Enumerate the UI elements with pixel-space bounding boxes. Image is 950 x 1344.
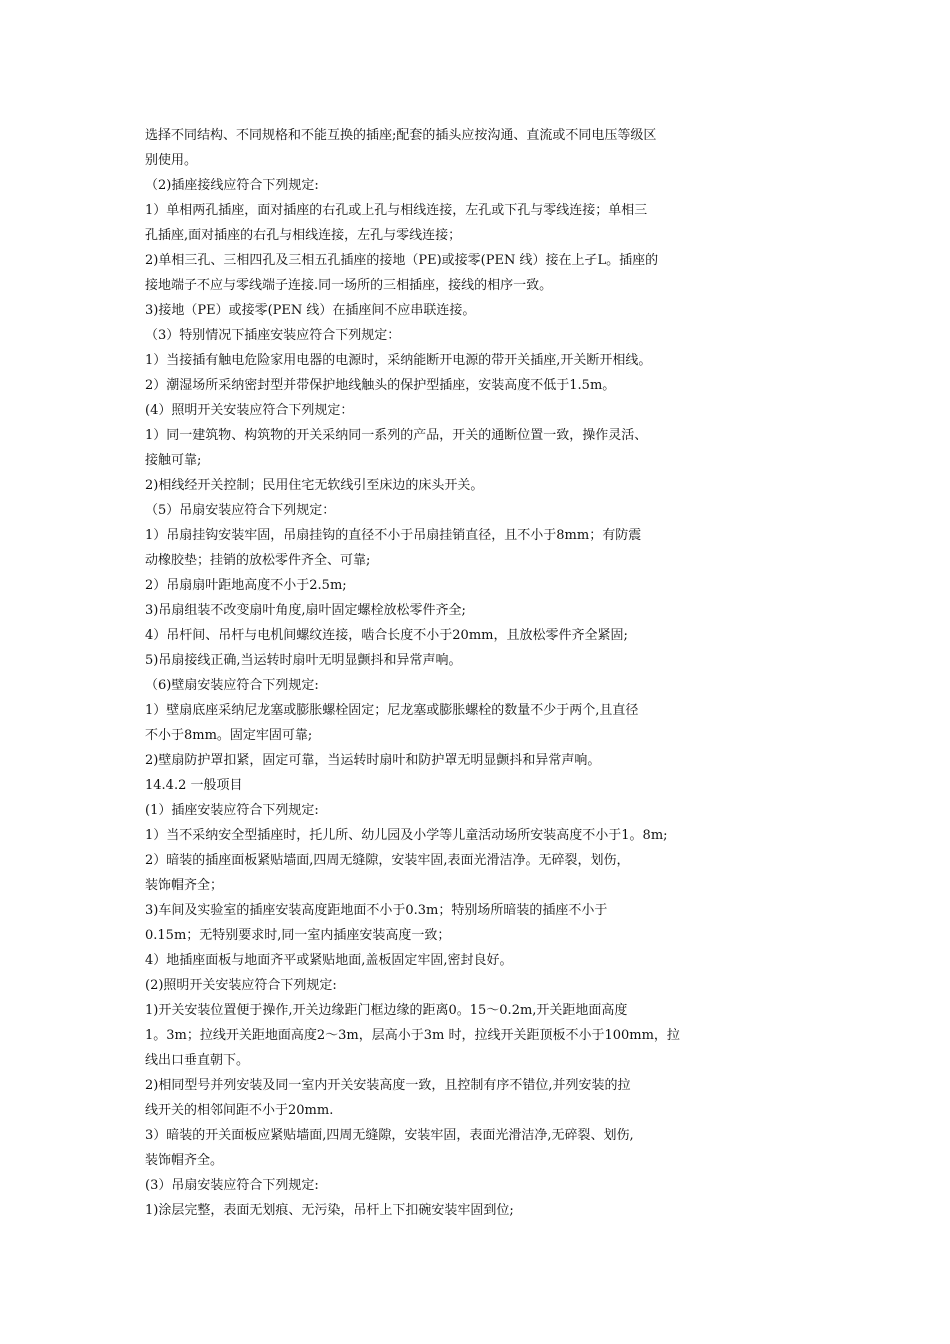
text-line: （2)插座接线应符合下列规定: — [145, 178, 319, 193]
text-line: 2）暗装的插座面板紧贴墙面,四周无缝隙，安装牢固,表面光滑洁净。无碎裂，划伤， — [145, 853, 630, 868]
text-line: 5)吊扇接线正确,当运转时扇叶无明显颤抖和异常声响。 — [145, 653, 462, 668]
text-line: 1)涂层完整，表面无划痕、无污染，吊杆上下扣碗安装牢固到位; — [145, 1203, 514, 1218]
text-line: 动橡胶垫；挂销的放松零件齐全、可靠; — [145, 553, 371, 568]
text-line: 1)开关安装位置便于操作,开关边缘距门框边缘的距离0。15～0.2m,开关距地面高度 — [145, 1003, 628, 1018]
text-line: （6)壁扇安装应符合下列规定: — [145, 678, 319, 693]
text-line: 3）暗装的开关面板应紧贴墙面,四周无缝隙，安装牢固，表面光滑洁净,无碎裂、划伤, — [145, 1128, 634, 1143]
text-line: 2)壁扇防护罩扣紧，固定可靠，当运转时扇叶和防护罩无明显颤抖和异常声响。 — [145, 753, 601, 768]
text-line: 1）吊扇挂钩安装牢固，吊扇挂钩的直径不小于吊扇挂销直径，且不小于8mm；有防震 — [145, 528, 642, 543]
text-line: 不小于8mm。固定牢固可靠; — [145, 728, 313, 743]
text-line: 接触可靠; — [145, 453, 202, 468]
text-line: (1）插座安装应符合下列规定: — [145, 803, 319, 818]
text-line: 2)相线经开关控制；民用住宅无软线引至床边的床头开关。 — [145, 478, 484, 493]
text-line: (3）吊扇安装应符合下列规定: — [145, 1178, 319, 1193]
text-line: 1）同一建筑物、构筑物的开关采纳同一系列的产品，开关的通断位置一致，操作灵活、 — [145, 428, 648, 443]
text-line: 1）壁扇底座采纳尼龙塞或膨胀螺栓固定；尼龙塞或膨胀螺栓的数量不少于两个,且直径 — [145, 703, 639, 718]
text-line: 装饰帽齐全； — [145, 878, 224, 893]
text-line: 别使用。 — [145, 153, 198, 168]
text-line: （3）特别情况下插座安装应符合下列规定： — [145, 328, 401, 343]
text-line: 2）吊扇扇叶距地高度不小于2.5m; — [145, 578, 347, 593]
text-line: 3)吊扇组装不改变扇叶角度,扇叶固定螺栓放松零件齐全; — [145, 603, 466, 618]
text-line: 2)相同型号并列安装及同一室内开关安装高度一致，且控制有序不错位,并列安装的拉 — [145, 1078, 631, 1093]
text-line: 4）吊杆间、吊杆与电机间螺纹连接，啮合长度不小于20mm，且放松零件齐全紧固; — [145, 628, 628, 643]
text-line: 0.15m；无特别要求时,同一室内插座安装高度一致； — [145, 928, 451, 943]
text-line: 装饰帽齐全。 — [145, 1153, 224, 1168]
text-line: 1）单相两孔插座，面对插座的右孔或上孔与相线连接，左孔或下孔与零线连接；单相三 — [145, 203, 648, 218]
text-line: 1）当接插有触电危险家用电器的电源时，采纳能断开电源的带开关插座,开关断开相线。 — [145, 353, 652, 368]
text-line: 线开关的相邻间距不小于20mm. — [145, 1103, 334, 1118]
text-line: （5）吊扇安装应符合下列规定： — [145, 503, 336, 518]
text-line: 1。3m；拉线开关距地面高度2～3m，层高小于3m 时，拉线开关距顶板不小于100mm，拉 — [145, 1028, 680, 1043]
text-line: 3)接地（PE）或接零(PEN 线）在插座间不应串联连接。 — [145, 303, 476, 318]
text-line: (4）照明开关安装应符合下列规定： — [145, 403, 354, 418]
text-line: 选择不同结构、不同规格和不能互换的插座;配套的插头应按沟通、直流或不同电压等级区 — [145, 128, 657, 143]
text-line: 1）当不采纳安全型插座时，托儿所、幼儿园及小学等儿童活动场所安装高度不小于1。8m; — [145, 828, 668, 843]
text-line: 2)单相三孔、三相四孔及三相五孔插座的接地（PE)或接零(PEN 线）接在上孑L。插座的 — [145, 253, 659, 268]
text-line: 3)车间及实验室的插座安装高度距地面不小于0.3m；特别场所暗装的插座不小于 — [145, 903, 608, 918]
text-line: 孔插座,面对插座的右孔与相线连接，左孔与零线连接； — [145, 228, 462, 243]
text-line: 4）地插座面板与地面齐平或紧贴地面,盖板固定牢固,密封良好。 — [145, 953, 513, 968]
text-line: (2)照明开关安装应符合下列规定: — [145, 978, 337, 993]
text-line: 线出口垂直朝下。 — [145, 1053, 250, 1068]
text-line: 2）潮湿场所采纳密封型并带保护地线触头的保护型插座，安装高度不低于1.5m。 — [145, 378, 616, 393]
text-line: 14.4.2 一般项目 — [145, 778, 243, 793]
text-line: 接地端子不应与零线端子连接.同一场所的三相插座，接线的相序一致。 — [145, 278, 553, 293]
